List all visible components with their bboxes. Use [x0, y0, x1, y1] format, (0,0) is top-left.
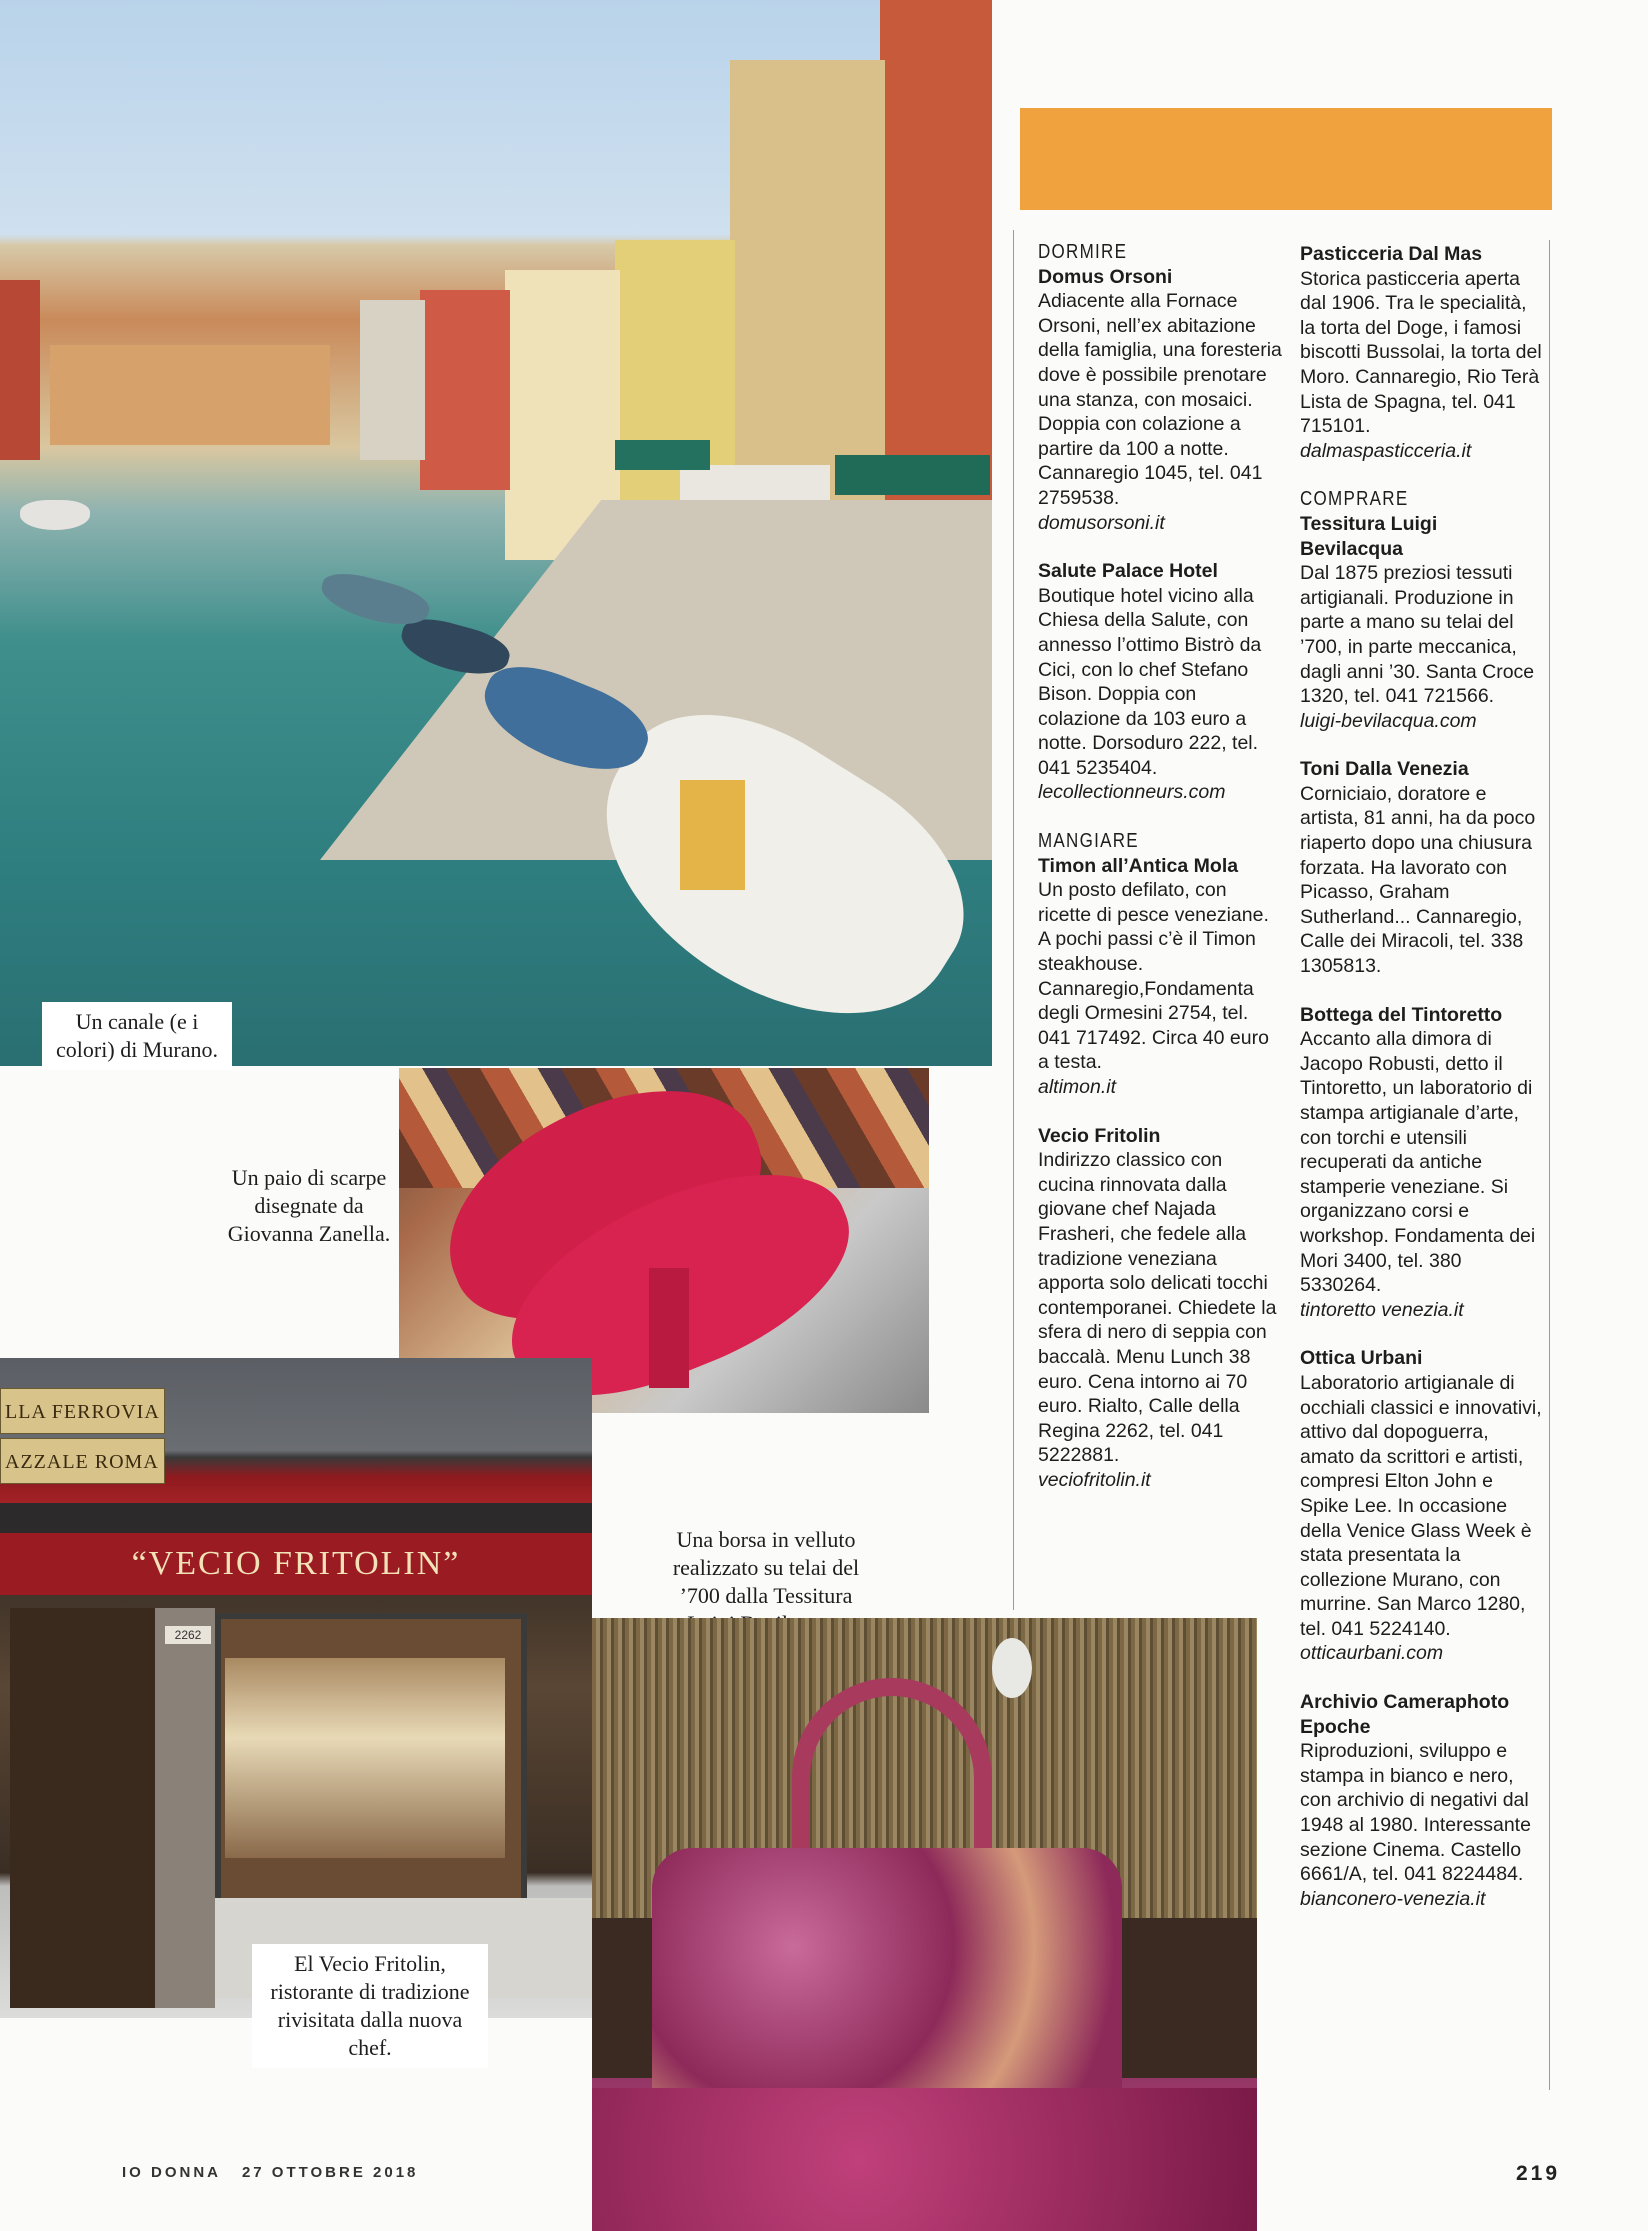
entry-ottica-urbani: [1300, 1346, 1545, 1666]
entry-url[interactable]: dalmaspasticceria.it: [1300, 439, 1472, 462]
caption-restaurant: El Vecio Fritolin, ristorante di tradizione rivisitata dalla nuova chef.: [252, 1944, 488, 2068]
entry-body: Laboratorio artigianale di occhiali classici e innovativi, attivo dal dopoguerra, amato da scrittori e artisti, compresi Elton John e Spike Lee. In occasione della Venice Glass Week è stata presentata la collezione Murano, con murrine. San Marco 1280, tel. 041 5224140.: [1300, 1371, 1542, 1640]
entry-vecio-fritolin: [1038, 1124, 1283, 1493]
entry-title: Ottica Urbani: [1300, 1347, 1423, 1370]
entry-tessitura-bevilacqua: [1300, 512, 1545, 733]
entry-title: Tessitura Luigi Bevilacqua: [1300, 512, 1438, 560]
caption-canal: Un canale (e i colori) di Murano.: [42, 1002, 232, 1070]
entry-body: Adiacente alla Fornace Orsoni, nell’ex abitazione della famiglia, una foresteria dove è possibile prenotare una stanza, con mosaici. Doppia con colazione a partire da 100 a notte. Cannaregio 1045, tel. 041 2759538.: [1038, 290, 1282, 509]
entry-body: Storica pasticceria aperta dal 1906. Tra le specialità, la torta del Doge, i famosi biscotti Bussolai, la torta del Moro. Cannaregio, Rio Terà Lista de Spagna, tel. 041 715101.: [1300, 267, 1542, 438]
caption-bag: Una borsa in velluto realizzato su telai del ’700 dalla Tessitura: [650, 1520, 882, 1644]
entry-url[interactable]: otticaurbani.com: [1300, 1642, 1444, 1665]
entry-title: Archivio Cameraphoto Epoche: [1300, 1691, 1510, 1738]
photo-velvet-bag: [592, 1618, 1257, 2231]
photo-vecio-fritolin: [0, 1358, 592, 2018]
sign-vecio-fritolin: “VECIO FRITOLIN”: [0, 1533, 592, 1595]
entry-title: Bottega del Tintoretto: [1300, 1003, 1503, 1026]
entry-url[interactable]: bianconero-venezia.it: [1300, 1887, 1486, 1910]
entry-bottega-tintoretto: [1300, 1003, 1545, 1323]
sign-ferrovia: LLA FERROVIA: [0, 1388, 165, 1434]
entry-toni-dalla-venezia: [1300, 757, 1545, 978]
section-header-bar: [1020, 108, 1552, 210]
entry-domus-orsoni: [1038, 265, 1283, 536]
house-number-plate: 2262: [165, 1626, 211, 1644]
caption-shoes: Un paio di scarpe disegnate da Giovanna Zanella.: [204, 1158, 414, 1254]
entry-body: Corniciaio, doratore e artista, 81 anni, ha da poco riaperto dopo una chiusura forzata. Ha lavorato con Picasso, Graham Sutherland... Cannaregio, Calle dei Miracoli, tel. 338 1305813.: [1300, 782, 1536, 978]
entry-url[interactable]: altimon.it: [1038, 1076, 1117, 1098]
entry-url[interactable]: veciofritolin.it: [1038, 1468, 1151, 1491]
entry-url[interactable]: lecollectionneurs.com: [1038, 781, 1226, 804]
section-heading-dormire: DORMIRE: [1038, 241, 1128, 263]
entry-url[interactable]: tintoretto venezia.it: [1300, 1298, 1464, 1321]
entry-body: Accanto alla dimora di Jacopo Robusti, detto il Tintoretto, un laboratorio di stampa artigianale d’arte, con torchi e utensili recuperati da antiche stamperie veneziane. Si organizzano corsi e workshop. Fondamenta dei Mori 3400, tel. 380 5330264.: [1300, 1028, 1536, 1297]
entry-title: Timon all’Antica Mola: [1038, 854, 1239, 877]
entry-timon: [1038, 854, 1283, 1100]
entry-pasticceria-dal-mas: [1300, 242, 1545, 463]
entry-body: Un posto defilato, con ricette di pesce veneziane. A pochi passi c’è il Timon steakhouse. Cannaregio,Fondamenta degli Ormesini 2754, tel. 041 717492. Circa 40 euro a testa.: [1038, 879, 1269, 1074]
footer-publication-date: IO DONNA 27 OTTOBRE 2018: [122, 2164, 419, 2181]
entry-url[interactable]: domusorsoni.it: [1038, 511, 1165, 534]
entry-body: Dal 1875 preziosi tessuti artigianali. Produzione in parte a mano su telai del ’700, in parte meccanica, dagli anni ’30. Santa Croce 1320, tel. 041 721566.: [1300, 562, 1535, 708]
entry-title: Salute Palace Hotel: [1038, 560, 1218, 583]
column-divider-left: [1013, 230, 1014, 1610]
photo-murano-canal: [0, 0, 992, 1066]
entry-body: Boutique hotel vicino alla Chiesa della Salute, con annesso l’ottimo Bistrò da Cici, con lo chef Stefano Bison. Doppia con colazione da 103 euro a notte. Dorsoduro 222, tel. 041 5235404.: [1038, 584, 1262, 779]
sign-piazzale-roma: AZZALE ROMA: [0, 1438, 165, 1484]
entry-title: Vecio Fritolin: [1038, 1124, 1161, 1147]
column-right: [1300, 242, 1545, 1935]
entry-salute-palace-hotel: [1038, 559, 1283, 805]
entry-archivio-cameraphoto: [1300, 1690, 1545, 1911]
entry-title: Domus Orsoni: [1038, 265, 1173, 288]
page-number: 219: [1516, 2162, 1561, 2185]
column-left: [1038, 238, 1283, 1517]
entry-body: Riproduzioni, sviluppo e stampa in bianco e nero, con archivio di negativi dal 1948 al 1980. Interessante sezione Cinema. Castello 6661/A, tel. 041 8224484.: [1300, 1740, 1531, 1886]
entry-title: Toni Dalla Venezia: [1300, 758, 1469, 781]
entry-body: Indirizzo classico con cucina rinnovata dalla giovane chef Najada Frasheri, che fedele alla tradizione veneziana apporta solo delicati tocchi contemporanei. Chiedete la sfera di nero di seppia con baccalà. Menu Lunch 38 euro. Cena intorno ai 70 euro. Rialto, Calle della Regina 2262, tel. 041 5222881.: [1038, 1149, 1277, 1467]
section-heading-comprare: COMPRARE: [1300, 488, 1409, 511]
entry-title: Pasticceria Dal Mas: [1300, 243, 1483, 265]
section-heading-mangiare: MANGIARE: [1038, 830, 1139, 853]
entry-url[interactable]: luigi-bevilacqua.com: [1300, 709, 1477, 732]
column-divider-right: [1549, 240, 1550, 2090]
